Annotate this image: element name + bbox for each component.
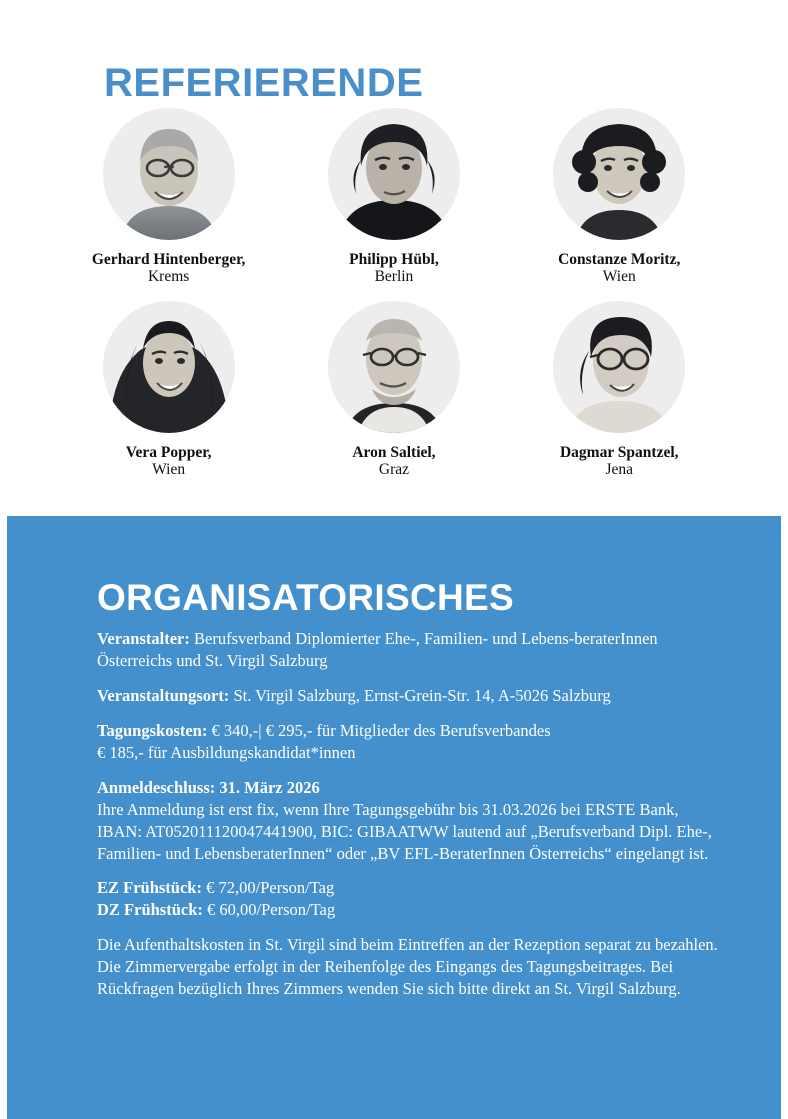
portrait-philipp-huebl-photo (328, 108, 460, 240)
speaker-city: Wien (152, 461, 186, 479)
portrait-vera-popper-photo (103, 301, 235, 433)
speaker-name: Gerhard Hintenberger, (91, 251, 246, 268)
single-room-price: € 72,00/Person/Tag (201, 878, 335, 898)
double-room-label: DZ Frühstück: (97, 900, 203, 920)
speaker-name: Philipp Hübl, (349, 251, 439, 268)
single-room-line (97, 877, 725, 899)
speaker-card (56, 108, 281, 287)
speaker-card (281, 301, 506, 480)
speaker-city: Berlin (374, 268, 414, 286)
deadline-text: Ihre Anmeldung ist erst fix, wenn Ihre Tagungsgebühr bis 31.03.2026 bei ERSTE Bank, IBAN: AT052011120047441900, BIC: GIBAATWW lautend auf „Berufsverband Dipl. Ehe-, Familien- und LebensberaterInnen“ oder „BV EFL-BeraterInnen Österreichs“ eingelangt ist. (97, 799, 712, 863)
organizer-block (97, 628, 725, 672)
speakers-grid (56, 108, 732, 480)
speaker-city: Jena (605, 461, 634, 479)
single-room-label: EZ Frühstück: (97, 878, 202, 898)
speaker-name: Aron Saltiel, (352, 443, 436, 461)
speaker-card (281, 108, 506, 287)
venue-block (97, 685, 725, 707)
speakers-heading: REFERIERENDE (104, 60, 424, 105)
speaker-city: Wien (602, 268, 636, 286)
fees-line-1 (97, 720, 725, 742)
speaker-card (507, 301, 732, 480)
portrait-constanze-moritz-photo (553, 108, 685, 240)
organizer-line (97, 628, 725, 672)
fees-label: Tagungskosten: (97, 720, 208, 740)
closing-note-block (97, 934, 725, 1000)
double-room-line (97, 899, 725, 921)
speaker-city: Graz (378, 461, 409, 479)
organisational-heading: ORGANISATORISCHES (97, 576, 514, 618)
fees-value-1: € 340,-| € 295,- für Mitglieder des Berufsverbandes (207, 720, 551, 740)
closing-note: Die Aufenthaltskosten in St. Virgil sind beim Eintreffen an der Rezeption separat zu bezahlen. Die Zimmervergabe erfolgt in der Reihenfolge des Eingangs des Tagungsbeitrages. Bei Rückfragen bezüglich Ihres Zimmers wenden Sie sich bitte direkt an St. Virgil Salzburg. (97, 935, 718, 999)
speaker-name: Constanze Moritz, (558, 251, 681, 268)
room-rates-block (97, 877, 725, 921)
organisational-section (7, 516, 781, 1119)
speaker-name: Vera Popper, (125, 443, 212, 461)
speakers-row-1 (56, 108, 732, 287)
venue-line (97, 685, 725, 707)
fees-block (97, 720, 725, 764)
portrait-dagmar-spantzel-photo (553, 301, 685, 433)
deadline-heading: Anmeldeschluss: 31. März 2026 (97, 777, 320, 797)
venue-value: St. Virgil Salzburg, Ernst-Grein-Str. 14, A-5026 Salzburg (229, 685, 611, 705)
speaker-card (56, 301, 281, 480)
portrait-aron-saltiel-photo (328, 301, 460, 433)
speakers-row-2 (56, 301, 732, 480)
speaker-city: Krems (147, 268, 190, 286)
portrait-gerhard-hintenberger-photo (103, 108, 235, 240)
speakers-section (0, 0, 788, 516)
deadline-block (97, 777, 725, 865)
organizer-value: Berufsverband Diplomierter Ehe-, Familien- und Lebens-beraterInnen Österreichs und St. Virgil Salzburg (97, 629, 658, 670)
fees-line-2: € 185,- für Ausbildungskandidat*innen (97, 742, 356, 762)
double-room-price: € 60,00/Person/Tag (202, 900, 336, 920)
organizer-label: Veranstalter: (97, 629, 190, 648)
speaker-name: Dagmar Spantzel, (559, 443, 679, 461)
venue-label: Veranstaltungsort: (97, 685, 230, 705)
organisational-body (97, 628, 725, 1000)
speaker-card (507, 108, 732, 287)
